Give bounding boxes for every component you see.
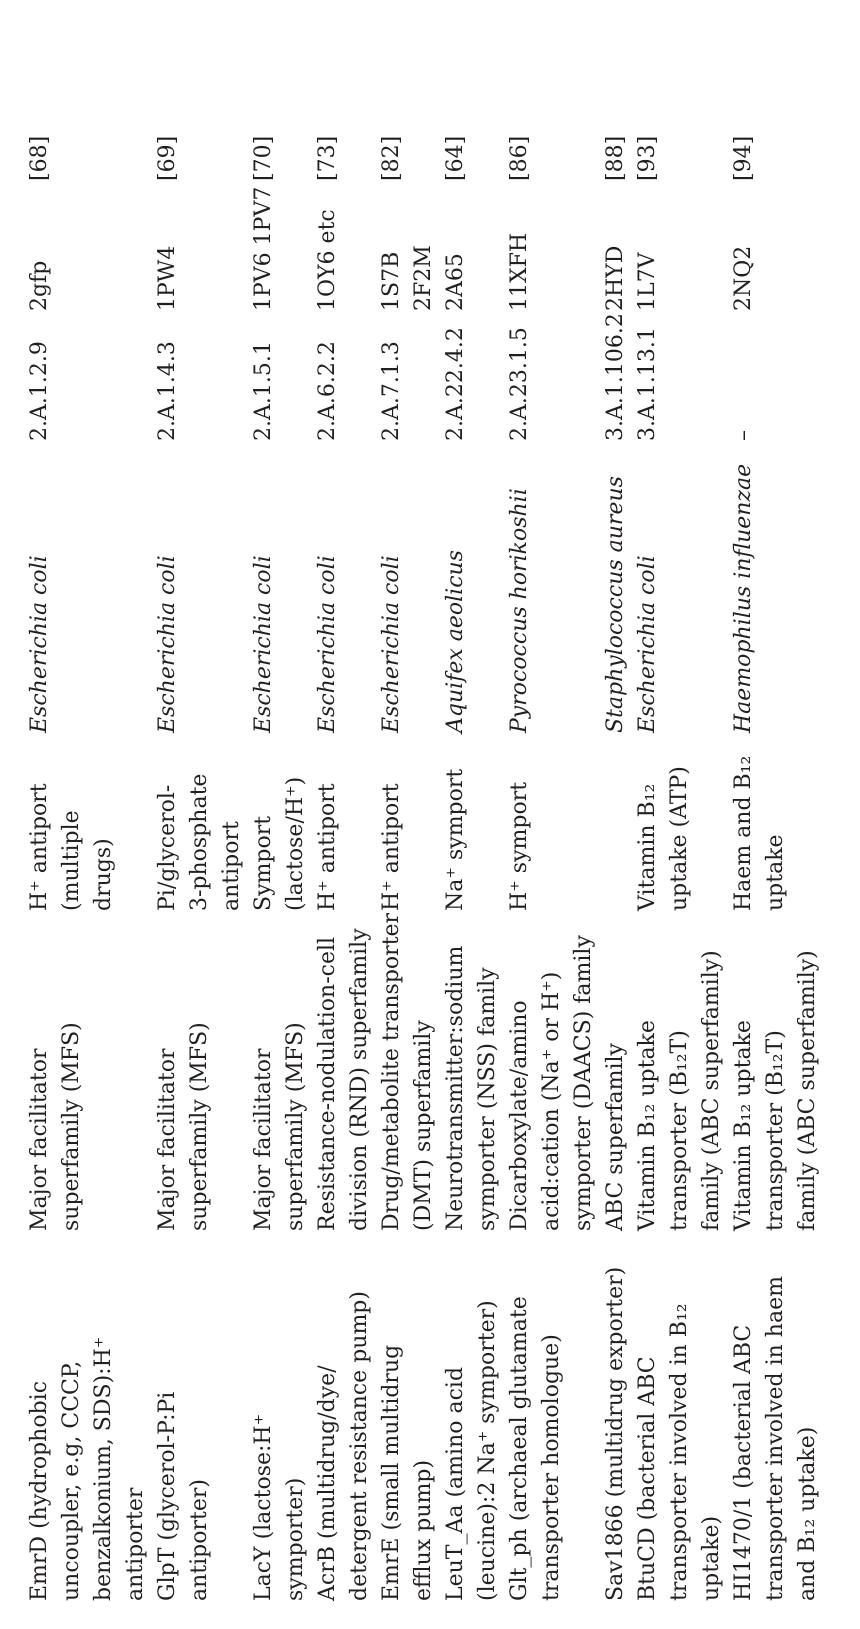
table-row — [504, 31, 600, 1601]
pdb-id-cell: 1PV6 1PV7 — [251, 186, 276, 311]
family-cell: Major facilitator superfamily (MFS) — [251, 1022, 308, 1231]
mechanism-cell: H⁺ symport — [507, 781, 532, 911]
organism-cell: Staphylococcus aureus — [603, 476, 628, 733]
family-cell: Dicarboxylate/amino acid:cation (Na⁺ or H⁺) symporter (DAACS) family — [507, 935, 596, 1231]
mechanism-cell: Pi/glycerol- 3-phosphate antiport — [155, 773, 244, 911]
protein-cell: EmrD (hydrophobic uncoupler, e.g, CCCP, benzalkonium, SDS):H⁺ antiporter — [27, 1336, 148, 1601]
tc-number-cell: 3.A.1.106.2 — [603, 313, 628, 441]
mechanism-cell: Symport (lactose/H⁺) — [251, 776, 308, 911]
pdb-id-cell: 1OY6 etc — [315, 209, 340, 311]
organism-cell: Escherichia coli — [635, 555, 660, 733]
organism-cell: Pyrococcus horikoshii — [507, 488, 532, 733]
reference-cell: [69] — [155, 135, 180, 181]
table-row — [440, 31, 504, 1601]
tc-number-cell: 2.A.22.4.2 — [443, 327, 468, 441]
family-cell: Vitamin B₁₂ uptake transporter (B₁₂T) family (ABC superfamily) — [731, 950, 820, 1231]
reference-cell: [73] — [315, 135, 340, 181]
tc-number-cell: 2.A.7.1.3 — [379, 341, 404, 441]
tc-number-cell: 2.A.1.5.1 — [251, 341, 276, 441]
organism-cell: Escherichia coli — [251, 555, 276, 733]
mechanism-cell — [600, 733, 632, 911]
pdb-id-cell: 1PW4 — [155, 245, 180, 311]
reference-cell: [70] — [251, 135, 276, 181]
mechanism-cell: Vitamin B₁₂ uptake (ATP) — [635, 766, 692, 911]
table-row — [728, 31, 824, 1601]
reference-cell: [68] — [27, 135, 52, 181]
protein-cell: EmrE (small multidrug efflux pump) — [379, 1344, 436, 1601]
table-row — [24, 31, 152, 1601]
organism-cell: Aquifex aeolicus — [443, 550, 468, 733]
table-body — [24, 31, 824, 1601]
table-row — [632, 31, 728, 1601]
pdb-id-cell: 2HYD — [603, 245, 628, 311]
organism-cell: Escherichia coli — [155, 555, 180, 733]
protein-cell: GlpT (glycerol-P:Pi antiporter) — [155, 1391, 212, 1601]
protein-cell: LacY (lactose:H⁺ symporter) — [251, 1413, 308, 1601]
protein-cell: BtuCD (bacterial ABC transporter involved in B₁₂ uptake) — [635, 1303, 724, 1601]
protein-cell: Glt_ph (archaeal glutamate transporter homologue) — [507, 1296, 564, 1601]
table-row — [248, 31, 312, 1601]
pdb-id-cell: 11XFH — [507, 232, 532, 311]
pdb-id-cell: 2NQ2 — [731, 245, 756, 311]
pdb-id-cell: 2gfp — [27, 260, 52, 311]
protein-cell: HI1470/1 (bacterial ABC transporter involved in haem and B₁₂ uptake) — [731, 1276, 820, 1601]
tc-number-cell: 2.A.23.1.5 — [507, 327, 532, 441]
family-cell: Major facilitator superfamily (MFS) — [27, 1022, 84, 1231]
table-row — [376, 31, 440, 1601]
tc-number-cell: 2.A.6.2.2 — [315, 341, 340, 441]
tc-number-cell: 2.A.1.4.3 — [155, 341, 180, 441]
reference-cell: [86] — [507, 135, 532, 181]
transporter-table — [24, 31, 824, 1601]
pdb-id-cell: 1S7B 2F2M — [379, 245, 436, 311]
reference-cell: [82] — [379, 135, 404, 181]
organism-cell: Escherichia coli — [379, 555, 404, 733]
family-cell: Drug/metabolite transporter (DMT) superfamily — [379, 912, 436, 1231]
pdb-id-cell: 2A65 — [443, 253, 468, 311]
mechanism-cell: H⁺ antiport — [315, 783, 340, 911]
mechanism-cell: Na⁺ symport — [443, 768, 468, 911]
reference-cell: [88] — [603, 135, 628, 181]
tc-number-cell: 2.A.1.2.9 — [27, 341, 52, 441]
family-cell: ABC superfamily — [603, 1043, 628, 1231]
protein-cell: LeuT_Aa (amino acid (leucine):2 Na⁺ symporter) — [443, 1300, 500, 1601]
reference-cell: [93] — [635, 135, 660, 181]
reference-cell: [64] — [443, 135, 468, 181]
table-row — [600, 31, 632, 1601]
reference-cell: [94] — [731, 135, 756, 181]
family-cell: Vitamin B₁₂ uptake transporter (B₁₂T) family (ABC superfamily) — [635, 950, 724, 1231]
protein-cell: Sav1866 (multidrug exporter) — [603, 1266, 628, 1601]
protein-cell: AcrB (multidrug/dye/ detergent resistance pump) — [315, 1291, 372, 1601]
pdb-id-cell: 1L7V — [635, 252, 660, 311]
family-cell: Neurotransmitter:sodium symporter (NSS) family — [443, 945, 500, 1231]
organism-cell: Escherichia coli — [27, 555, 52, 733]
mechanism-cell: Haem and B₁₂ uptake — [731, 755, 788, 911]
family-cell: Resistance-nodulation-cell division (RND) superfamily — [315, 928, 372, 1231]
table-row — [312, 31, 376, 1601]
tc-number-cell: 3.A.1.13.1 — [635, 327, 660, 441]
tc-number-cell: – — [731, 430, 756, 441]
table-row — [152, 31, 248, 1601]
mechanism-cell: H⁺ antiport — [379, 783, 404, 911]
organism-cell: Escherichia coli — [315, 555, 340, 733]
family-cell: Major facilitator superfamily (MFS) — [155, 1022, 212, 1231]
mechanism-cell: H⁺ antiport (multiple drugs) — [27, 783, 116, 911]
organism-cell: Haemophilus influenzae — [731, 463, 756, 733]
